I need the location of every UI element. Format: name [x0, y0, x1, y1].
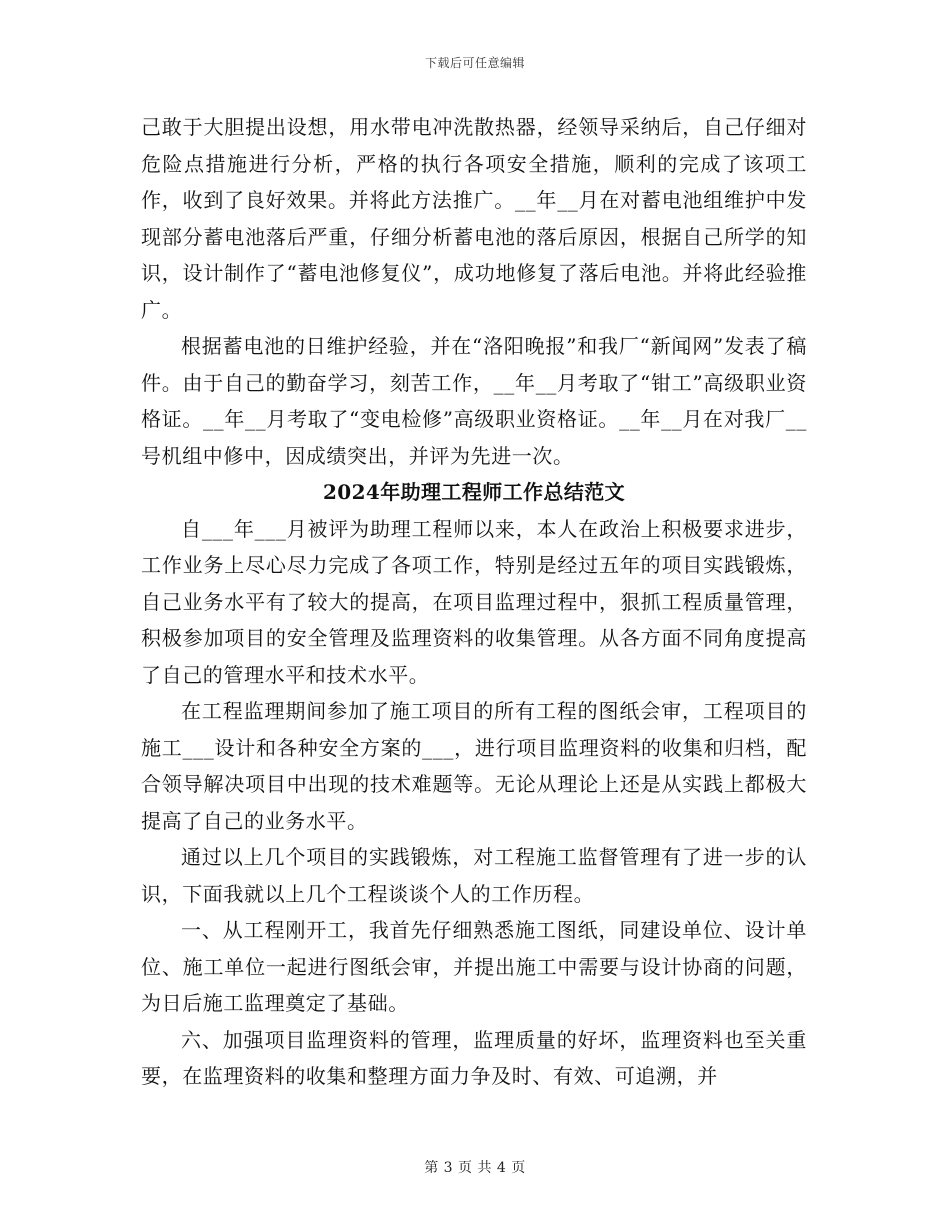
- paragraph: 一、从工程刚开工，我首先仔细熟悉施工图纸，同建设单位、设计单位、施工单位一起进行图纸会审，并提出施工中需要与设计协商的问题，为日后施工监理奠定了基础。: [141, 918, 807, 1015]
- page-footer: 第 3 页 共 4 页: [424, 1160, 526, 1176]
- document-body: [141, 109, 807, 1095]
- paragraph-continued: 己敢于大胆提出设想，用水带电冲洗散热器，经领导采纳后，自己仔细对危险点措施进行分析，严格的执行各项安全措施，顺利的完成了该项工作，收到了良好效果。并将此方法推广。__年__月在对蓄电池组维护中发现部分蓄电池落后严重，仔细分析蓄电池的落后原因，根据自己所学的知识，设计制作了“蓄电池修复仪”，成功地修复了落后电池。并将此经验推广。: [141, 115, 807, 322]
- paragraph: 六、加强项目监理资料的管理，监理质量的好坏，监理资料也至关重要，在监理资料的收集和整理方面力争及时、有效、可追溯，并: [141, 1027, 807, 1088]
- section-title: 2024年助理工程师工作总结范文: [322, 480, 626, 504]
- page-header: 下载后可任意编辑: [424, 56, 525, 70]
- paragraph: 根据蓄电池的日维护经验，并在“洛阳晚报”和我厂“新闻网”发表了稿件。由于自己的勤奋学习，刻苦工作，__年__月考取了“钳工”高级职业资格证。__年__月考取了“变电检修”高级职业资格证。__年__月在对我厂__号机组中修中，因成绩突出，并评为先进一次。: [141, 334, 807, 468]
- paragraph: 在工程监理期间参加了施工项目的所有工程的图纸会审，工程项目的施工___设计和各种安全方案的___，进行项目监理资料的收集和归档，配合领导解决项目中出现的技术难题等。无论从理论上还是从实践上都极大提高了自己的业务水平。: [141, 699, 807, 833]
- paragraph: 通过以上几个项目的实践锻炼，对工程施工监督管理有了进一步的认识，下面我就以上几个工程谈谈个人的工作历程。: [141, 845, 807, 906]
- paragraph: 自___年___月被评为助理工程师以来，本人在政治上积极要求进步，工作业务上尽心尽力完成了各项工作，特别是经过五年的项目实践锻炼，自己业务水平有了较大的提高，在项目监理过程中，狠抓工程质量管理，积极参加项目的安全管理及监理资料的收集管理。从各方面不同角度提高了自己的管理水平和技术水平。: [141, 516, 807, 687]
